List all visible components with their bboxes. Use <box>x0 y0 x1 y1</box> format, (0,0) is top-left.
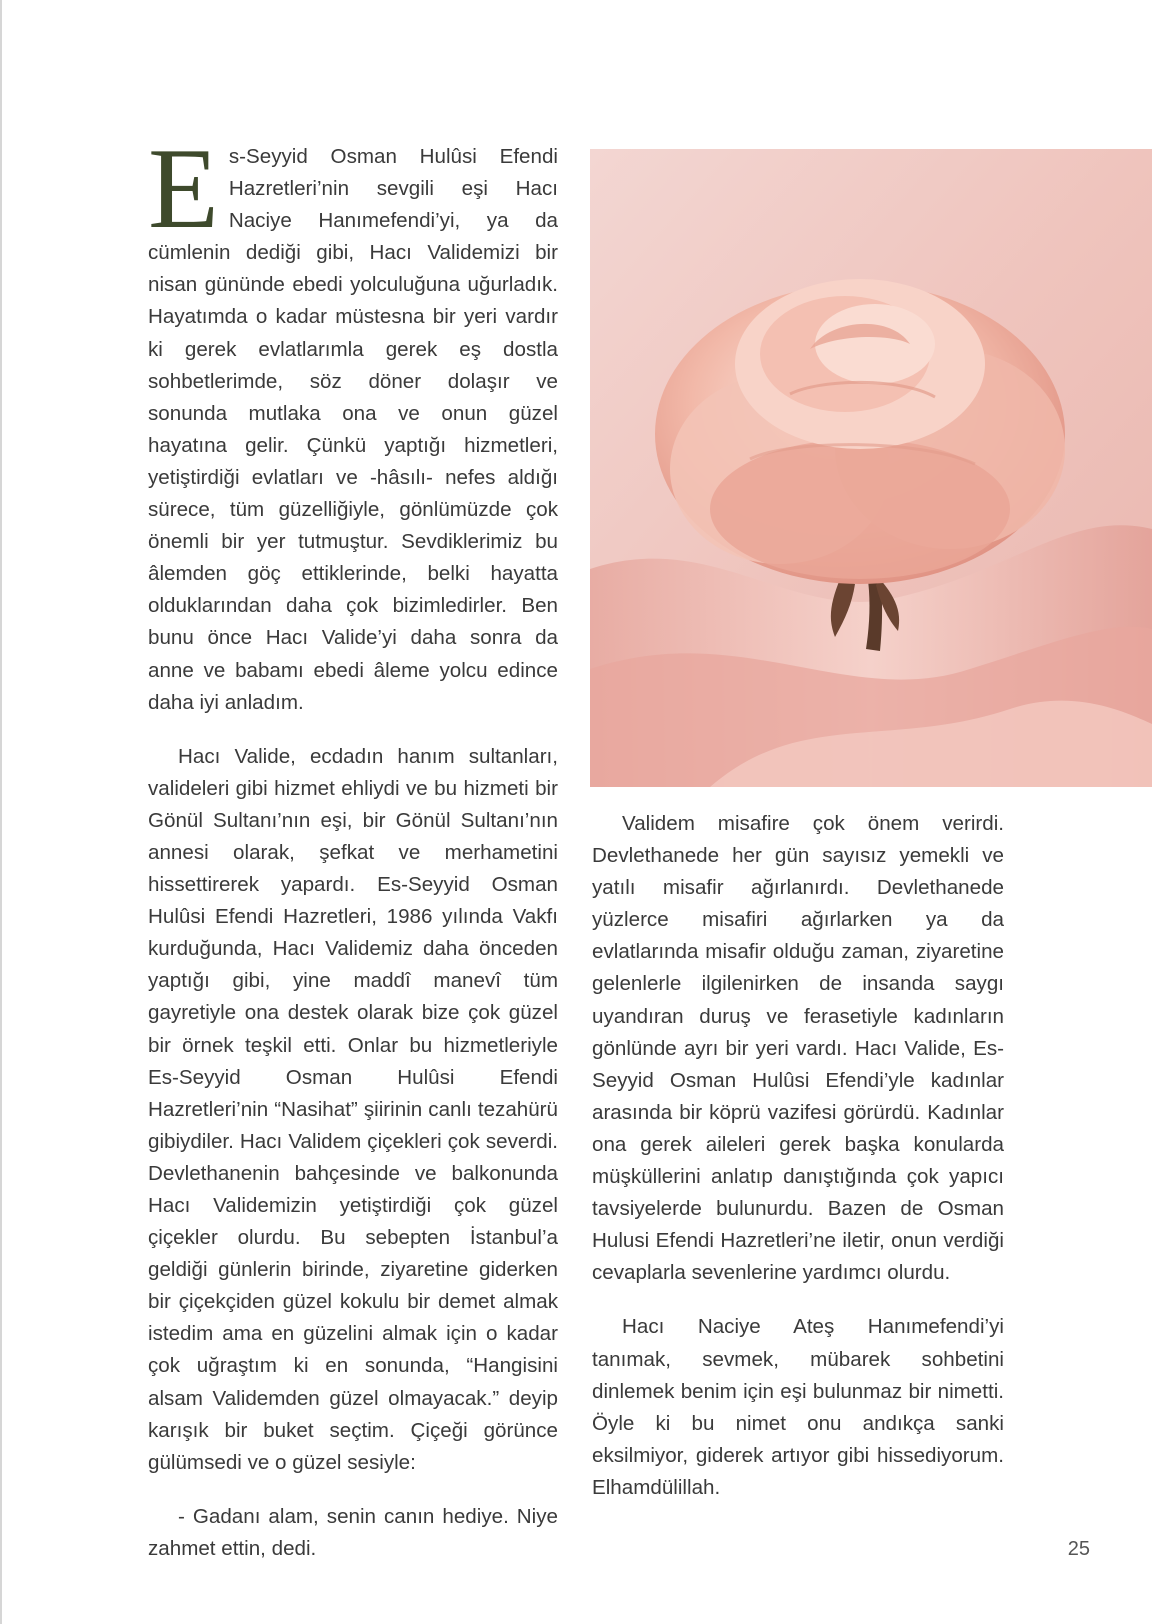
page-number: 25 <box>1067 1538 1090 1560</box>
left-text-column <box>148 125 558 1565</box>
page-edge <box>0 0 2 1624</box>
rose-photo <box>590 149 1152 787</box>
paragraph-quote: - Gadanı alam, senin canın hediye. Niye zahmet ettin, dedi. <box>148 1504 558 1560</box>
paragraph-hizmet: Hacı Valide, ecdadın hanım sultanları, valideleri gibi hizmet ehliydi ve bu hizmeti bir Gönül Sultanı’nın eşi, bir Gönül Sultanı’nın annesi olarak, şefkat ve merhametini hissettirerek yapardı. Es-Seyyid Osman Hulûsi Efendi Hazretleri, 1986 yılında Vakfı kurduğunda, Hacı Validemiz daha önceden yaptığı gibi, yine maddî manevî tüm gayretiyle ona destek olarak bize çok güzel bir örnek teşkil etti. Onlar bu hizmetleriyle Es-Seyyid Osman Hulûsi Efendi Hazretleri’nin “Nasihat” şiirinin canlı tezahürü gibiydiler. Hacı Validem çiçekleri çok severdi. Devlethanenin bahçesinde ve balkonunda Hacı Validemizin yetiştirdiği çok güzel çiçekler olurdu. Bu sebepten İstanbul’a geldiği günlerin birinde, ziyaretine giderken bir çiçekçiden güzel kokulu bir demet almak istedim ama en güzelini almak için o kadar çok uğraştım ki en sonunda, “Hangisini alsam Validemden güzel olmayacak.” deyip karışık bir buket seçtim. Çiçeği görünce gülümsedi ve o güzel sesiyle: <box>148 744 558 1474</box>
right-text-column <box>592 808 1004 1504</box>
paragraph-misafir: Validem misafire çok önem verirdi. Devlethanede her gün sayısız yemekli ve yatılı misafir ağırlanırdı. Devlethanede yüzlerce misafiri ağırlarken ya da evlatlarında misafir olduğu zaman, ziyaretine gelenlerle ilgilenirken de insanda saygı uyandıran duruş ve ferasetiyle kadınların gönlünde ayrı bir yeri vardı. Hacı Valide, Es-Seyyid Osman Hulûsi Efendi’yle kadınlar arasında bir köprü vazifesi görürdü. Kadınlar ona gerek aileleri gerek başka konularda müşküllerini anlatıp danıştığında çok yapıcı tavsiyelerde bulunurdu. Bazen de Osman Hulusi Efendi Hazretleri’ne iletir, onun verdiği cevaplarla sevenlerine yardımcı olurdu. <box>592 812 1004 1285</box>
rose-illustration <box>590 149 1152 787</box>
opening-paragraph-text: s-Seyyid Osman Hulûsi Efendi Hazretleri’nin sevgili eşi Hacı Naciye Hanımefendi’yi, ya da cümlenin dediği gibi, Hacı Validemizi bir nisan gününde ebedi yolculuğuna uğurladık. Hayatımda o kadar müstesna bir yeri vardır ki gerek evlatlarımla gerek eş dostla sohbetlerimde, söz döner dolaşır ve sonunda mutlaka ona ve onun güzel hayatına gelir. Çünkü yaptığı hizmetleri, yetiştirdiği evlatları ve -hâsılı- nefes aldığı sürece, tüm güzelliğiyle, gönlümüzde çok önemli bir yer tutmuştur. Sevdiklerimiz bu âlemden göç ettiklerinde, belki hayatta olduklarından daha çok bizimledirler. Ben bunu önce Hacı Valide’yi daha sonra da anne ve babamı ebedi âleme yolcu edince daha iyi anladım. <box>148 145 558 714</box>
drop-cap: E <box>148 125 219 253</box>
opening-paragraph <box>148 125 558 719</box>
paragraph-nimet: Hacı Naciye Ateş Hanımefendi’yi tanımak, sevmek, mübarek sohbetini dinlemek benim için eşi bulunmaz bir nimetti. Öyle ki bu nimet onu andıkça sanki eksilmiyor, giderek artıyor gibi hissediyorum. Elhamdülillah. <box>592 1315 1004 1499</box>
